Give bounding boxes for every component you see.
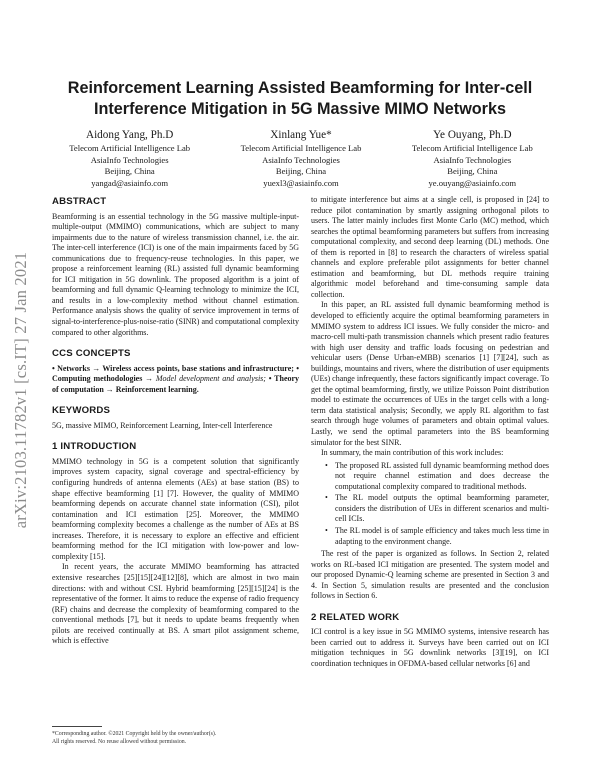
ccs-concepts	[52, 364, 299, 396]
ccs-item-computing: • Computing methodologies	[52, 363, 299, 384]
list-item: • The proposed RL assisted full dynamic beamforming method does not require channel estimation and does decrease the computational complexity compared to traditional methods.	[311, 461, 549, 493]
keywords-heading: KEYWORDS	[52, 405, 111, 417]
footnote-line-2: All rights reserved. No reuse allowed without permission.	[52, 739, 187, 745]
list-item: • The RL model outputs the optimal beamforming parameter, considers the distribution of UEs in different scenarios and multi-cell ICIs.	[311, 493, 549, 525]
ccs-item-theory: • Theory of computation → Reinforcement learning.	[52, 374, 300, 394]
ccs-item-networks: • Networks → Wireless access points, base stations and infrastructure;	[52, 363, 294, 373]
author-org: Telecom Artificial Intelligence Lab	[411, 143, 533, 153]
related-work-paragraph: ICI control is a key issue in 5G MMIMO systems, intensive research has been carried out to address it. Surveys have been carried out on ICI mitigation techniques in 5G downlink networks [3][19], on ICI coordination techniques in OFDMA-based cellular networks [6] and	[311, 627, 549, 668]
intro-heading: 1 INTRODUCTION	[52, 441, 137, 453]
footnote-rule	[52, 726, 102, 727]
author-company: AsiaInfo Technologies	[433, 154, 512, 165]
paper-title: Reinforcement Learning Assisted Beamforming for Inter-cell Interference Mitigation in 5G Massive MIMO Networks	[67, 79, 533, 118]
author-block	[44, 128, 558, 189]
author-2	[215, 128, 386, 189]
author-company: AsiaInfo Technologies	[90, 154, 169, 165]
author-1	[44, 128, 215, 189]
author-email: yangad@asiainfo.com	[91, 177, 169, 188]
footnote	[52, 730, 299, 746]
keywords-text: 5G, massive MIMO, Reinforcement Learning, Inter-cell Interference	[52, 420, 273, 430]
ccs-heading: CCS CONCEPTS	[52, 348, 131, 360]
author-name: Xinlang Yue*	[270, 129, 332, 141]
contribution-list	[311, 461, 549, 547]
intro-paragraph-2: In recent years, the accurate MMIMO beamforming has attracted extensive researches [25][15][24][12][8], which are almost in two main directions: with and without CSI. Hybrid beamforming [25][15][24] is the representative of the former. It aims to reduce the expense of radio frequency (RF) chains and decrease the complexity of beamforming compared to the conventional methods [7], but it needs to update beams frequently when pilots are received continually at BS. A smart pilot assignment scheme, which is effective	[52, 562, 299, 646]
author-name: Aidong Yang, Ph.D	[85, 129, 174, 141]
abstract-text: Beamforming is an essential technology in the 5G massive multiple-input-multiple-output (MMIMO) communications, which are subject to many impairments due to the nature of wireless transmission channel, i.e. the air. The inter-cell interference (ICI) is one of the main impairments faced by 5G communications due to frequency-reuse technologies. In this paper, we propose a reinforcement learning (RL) assisted full dynamic beamforming for ICI mitigation in 5G downlink. The proposed algorithm is a joint of beamforming and full dynamic Q-learning technology to minimize the ICI, and results in a low-complexity method without channel estimation. Performance analysis shows the quality of service improvement in terms of signal-to-interference-plus-noise-ratio (SINR) and computational complexity compared to other algorithms.	[52, 211, 299, 337]
author-company: AsiaInfo Technologies	[262, 154, 340, 165]
abstract-heading: ABSTRACT	[52, 196, 107, 207]
author-3	[387, 128, 558, 189]
ccs-item-computing-sub: → Model development and analysis;	[145, 374, 266, 384]
author-org: Telecom Artificial Intelligence Lab	[240, 143, 362, 153]
right-paragraph-2: In this paper, an RL assisted full dynamic beamforming method is developed to efficiently acquire the optimal beamforming parameters in MMIMO system to address ICI issues. We fully consider the micro- and macro-cell multi-path transmission channels which present radio features with high user density and traffic loads focusing on pedestrian and vehicular users (Dense Urban-eMBB) scenarios [1] [7][24], such as buildings, mountains and rivers, where the distribution of user equipments (UEs) change infrequently, these factors significantly impact coverage. To get the optimal beamforming, firstly, we utilize Poisson Point distribution model to estimate the occurrences of UEs in the target cells with a long-term data statistical analysis; Secondly, we apply RL algorithm to fast search through huge volumes of parameters and obtain optimal values. Lastly, we send the optimal parameters into the BS beamforming simulator for the best SINR.	[311, 300, 549, 447]
intro-paragraph-1: MMIMO technology in 5G is a competent solution that significantly improves system capacity, signal coverage and spectral-efficiency by configuring hundreds of antenna elements (AEs) at base station (BS) to shape effective beamforming [1] [7]. However, the quality of MMIMO beamforming depends on accurate channel state information (CSI), pilot contamination and ICI estimation [25]. Moreover, the MMIMO beamforming complexity becomes a challenge as the number of AEs at BS increases. Therefore, it is necessary to explore an effective and efficient beamforming method for the ICI mitigation with low-power and low-complexity [15].	[52, 456, 299, 561]
author-city: Beijing, China	[275, 166, 327, 177]
right-column	[311, 195, 549, 670]
author-city: Beijing, China	[447, 166, 498, 177]
author-email: ye.ouyang@asiainfo.com	[428, 177, 517, 188]
contribution-intro: In summary, the main contribution of this work includes:	[321, 448, 504, 458]
left-column	[52, 197, 299, 647]
organization-paragraph: The rest of the paper is organized as follows. In Section 2, related works on RL-based ICI mitigation are presented. The system model and our proposed Dynamic-Q learning scheme are presented in Section 3 and 4. In Section 5, simulation results are presented and the conclusion follows in Section 6.	[311, 549, 549, 601]
author-name: Ye Ouyang, Ph.D	[433, 129, 512, 141]
right-paragraph-1: to mitigate interference but aims at a single cell, is proposed in [24] to reduce pilot contamination by smartly assigning orthogonal pilots to users. The latter mainly includes first Monte Carlo (MC) method, which searches the optimal beamforming parameters but suffers from increasing computational complexity, and second deep learning (DL) methods. One of them is reported in [8] to research the characters of wireless spatial channels and explore preferable pilot assignments for better channel estimation and beamforming, but DL methods require training algorithmic model beforehand and time-consuming sample data collection.	[311, 195, 549, 299]
footnote-line-1: *Corresponding author. ©2021 Copyright held by the owner/author(s).	[52, 731, 217, 737]
author-email: yuexl3@asiainfo.com	[263, 177, 339, 188]
author-org: Telecom Artificial Intelligence Lab	[69, 143, 191, 153]
related-work-heading: 2 RELATED WORK	[311, 611, 400, 623]
list-item: • The RL model is of sample efficiency and takes much less time in adapting to the environment change.	[311, 526, 549, 547]
arxiv-stamp-text: arXiv:2103.11782v1 [cs.IT] 27 Jan 2021	[11, 251, 31, 529]
arxiv-stamp	[4, 210, 38, 570]
author-city: Beijing, China	[104, 166, 155, 177]
